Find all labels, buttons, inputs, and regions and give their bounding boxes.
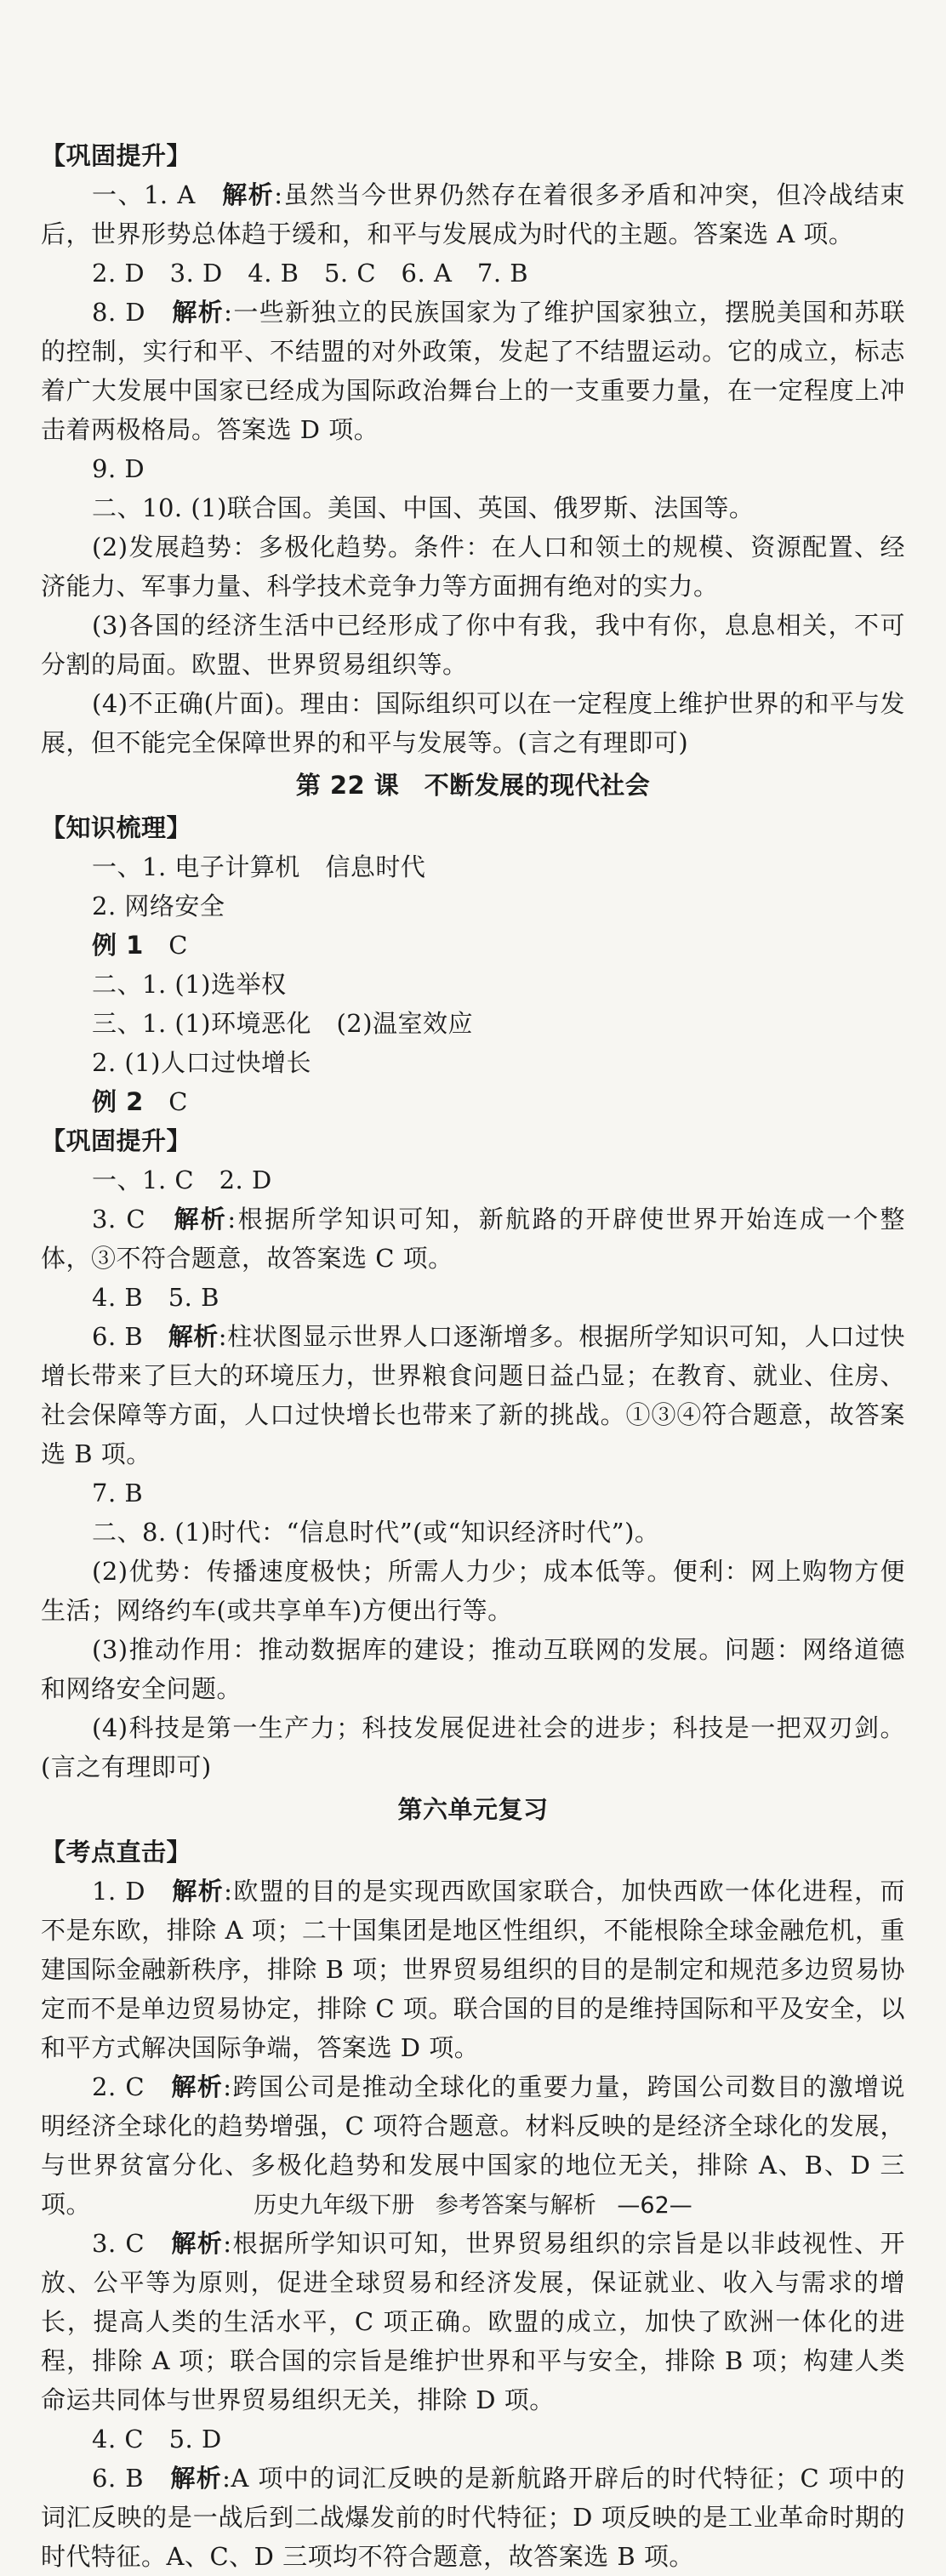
answer-number: 二、1. (1)选举权 [92,970,287,999]
answer-number: 4. C 5. D [92,2425,222,2453]
answer-item [41,1200,905,1278]
answer-explanation: C [143,931,188,960]
answer-number: (4)科技是第一生产力；科技发展促进社会的进步；科技是一把双刃剑。(言之有理即可) [41,1713,905,1781]
answer-number: 三、1. (1)环境恶化 (2)温室效应 [92,1009,474,1038]
answer-explanation: :欧盟的目的是实现西欧国家联合，加快西欧一体化进程，而不是东欧，排除 A 项；二十国集团是地区性组织，不能根除全球金融危机，重建国际金融新秩序，排除 B 项；世界贸易组织的目的是制定和规范多边贸易协定而不是单边贸易协定，排除 C 项。联合国的目的是维持国际和平及安全，以和平方式解决国际争端，答案选 D 项。 [41,1877,905,2062]
answer-item [41,2419,905,2459]
answer-item [41,847,905,886]
answer-item [41,2459,905,2576]
answer-item [41,1552,905,1630]
answer-item [41,1278,905,1317]
answer-explanation: :一些新独立的民族国家为了维护国家独立，摆脱美国和苏联的控制，实行和平、不结盟的对外政策，发起了不结盟运动。它的成立，标志着广大发展中国家已经成为国际政治舞台上的一支重要力量，在一定程度上冲击着两极格局。答案选 D 项。 [41,298,905,444]
answer-item [41,488,905,527]
answer-item [41,1317,905,1473]
answer-item [41,886,905,926]
section-header: 【巩固提升】 [41,141,192,170]
answer-explanation: :A 项中的词汇反映的是新航路开辟后的时代特征；C 项中的词汇反映的是一战后到二战爆发前的时代特征；D 项反映的是工业革命时期的时代特征。A、C、D 三项均不符合题意，故答案选 B 项。 [41,2464,906,2571]
answer-label: 解析 [222,180,275,209]
answer-number: 3. C [92,1205,174,1234]
answer-number: 一、1. A [92,180,223,209]
lesson-title: 第六单元复习 [397,1795,549,1824]
footer-page-number: —62— [617,2192,692,2219]
answer-item [41,926,905,965]
answer-item [41,1004,905,1043]
answer-item [41,1872,905,2067]
answer-item [41,1082,905,1121]
answer-item [41,965,905,1004]
answer-number: (3)推动作用：推动数据库的建设；推动互联网的发展。问题：网络道德和网络安全问题。 [41,1635,905,1703]
answer-explanation: :虽然当今世界仍然存在着很多矛盾和冲突，但冷战结束后，世界形势总体趋于缓和，和平与发展成为时代的主题。答案选 A 项。 [41,180,905,248]
answer-item [41,254,905,293]
answer-number: 2. C [92,2072,172,2101]
answer-item [41,1513,905,1552]
section-header: 【知识梳理】 [41,813,192,842]
answer-number: 2. (1)人口过快增长 [92,1048,311,1077]
section-header: 【考点直击】 [41,1838,192,1866]
answer-number: 一、1. 电子计算机 信息时代 [92,852,426,881]
answer-number: 二、8. (1)时代：“信息时代”(或“知识经济时代”)。 [92,1518,660,1547]
answer-number: 1. D [92,1877,173,1906]
answer-explanation: :根据所学知识可知，新航路的开辟使世界开始连成一个整体，③不符合题意，故答案选 C 项。 [41,1205,906,1273]
answer-label: 解析 [172,1877,225,1906]
answer-label: 例 1 [92,931,144,960]
answer-number: (3)各国的经济生活中已经形成了你中有我，我中有你，息息相关，不可分割的局面。欧盟、世界贸易组织等。 [41,611,905,679]
answer-label: 解析 [174,1205,228,1234]
answer-item [41,293,905,449]
answer-number: 2. D 3. D 4. B 5. C 6. A 7. B [92,259,529,288]
answer-number: 7. B [92,1479,144,1507]
answer-item [41,684,905,762]
answer-number: 一、1. C 2. D [92,1165,272,1194]
answer-item [41,2224,905,2419]
answer-number: 二、10. (1)联合国。美国、中国、英国、俄罗斯、法国等。 [92,493,755,522]
answer-item [41,527,905,606]
answer-label: 解析 [171,2072,224,2101]
answer-item [41,606,905,684]
answer-item [41,1043,905,1082]
answer-number: 3. C [92,2229,172,2258]
answer-number: (2)发展趋势：多极化趋势。条件：在人口和领土的规模、资源配置、经济能力、军事力量、科学技术竞争力等方面拥有绝对的实力。 [41,533,905,601]
footer-section-title: 参考答案与解析 [435,2192,596,2219]
answer-number: (2)优势：传播速度极快；所需人力少；成本低等。便利：网上购物方便生活；网络约车(或共享单车)方便出行等。 [41,1557,905,1625]
answer-label: 例 2 [92,1087,144,1116]
answer-explanation: :跨国公司是推动全球化的重要力量，跨国公司数目的激增说明经济全球化的趋势增强，C 项符合题意。材料反映的是经济全球化的发展，与世界贫富分化、多极化趋势和发展中国家的地位无关，排除 A、B、D 三项。 [41,2072,905,2219]
answer-number: 2. 网络安全 [92,892,225,920]
answer-item [41,1630,905,1708]
lesson-title: 第 22 课 不断发展的现代社会 [295,771,651,800]
answer-number: (4)不正确(片面)。理由：国际组织可以在一定程度上维护世界的和平与发展，但不能完全保障世界的和平与发展等。(言之有理即可) [41,689,905,757]
answer-item [41,1473,905,1513]
answer-item [41,1708,905,1787]
answer-item [41,175,905,254]
answer-explanation: :柱状图显示世界人口逐渐增多。根据所学知识可知，人口过快增长带来了巨大的环境压力，世界粮食问题日益凸显；在教育、就业、住房、社会保障等方面，人口过快增长也带来了新的挑战。①③④符合题意，故答案选 B 项。 [41,1322,905,1468]
answer-label: 解析 [170,2464,223,2493]
answer-explanation: :根据所学知识可知，世界贸易组织的宗旨是以非歧视性、开放、公平等为原则，促进全球贸易和经济发展，保证就业、收入与需求的增长，提高人类的生活水平，C 项正确。欧盟的成立，加快了欧洲一体化的进程，排除 A 项；联合国的宗旨是维护世界和平与安全，排除 B 项；构建人类命运共同体与世界贸易组织无关，排除 D 项。 [41,2229,905,2414]
section-header: 【巩固提升】 [41,1126,192,1155]
answer-number: 4. B 5. B [92,1283,219,1312]
answer-label: 解析 [172,298,225,327]
answer-explanation: C [143,1087,188,1116]
page-footer [0,2186,946,2220]
answer-item [41,1160,905,1200]
answer-label: 解析 [171,2229,224,2258]
answer-number: 9. D [92,454,145,483]
answer-item [41,449,905,488]
answer-number: 8. D [92,298,173,327]
answer-label: 解析 [168,1322,219,1351]
answer-number: 6. B [92,1322,168,1351]
answer-number: 6. B [92,2464,171,2493]
footer-book-title: 历史九年级下册 [254,2192,415,2219]
